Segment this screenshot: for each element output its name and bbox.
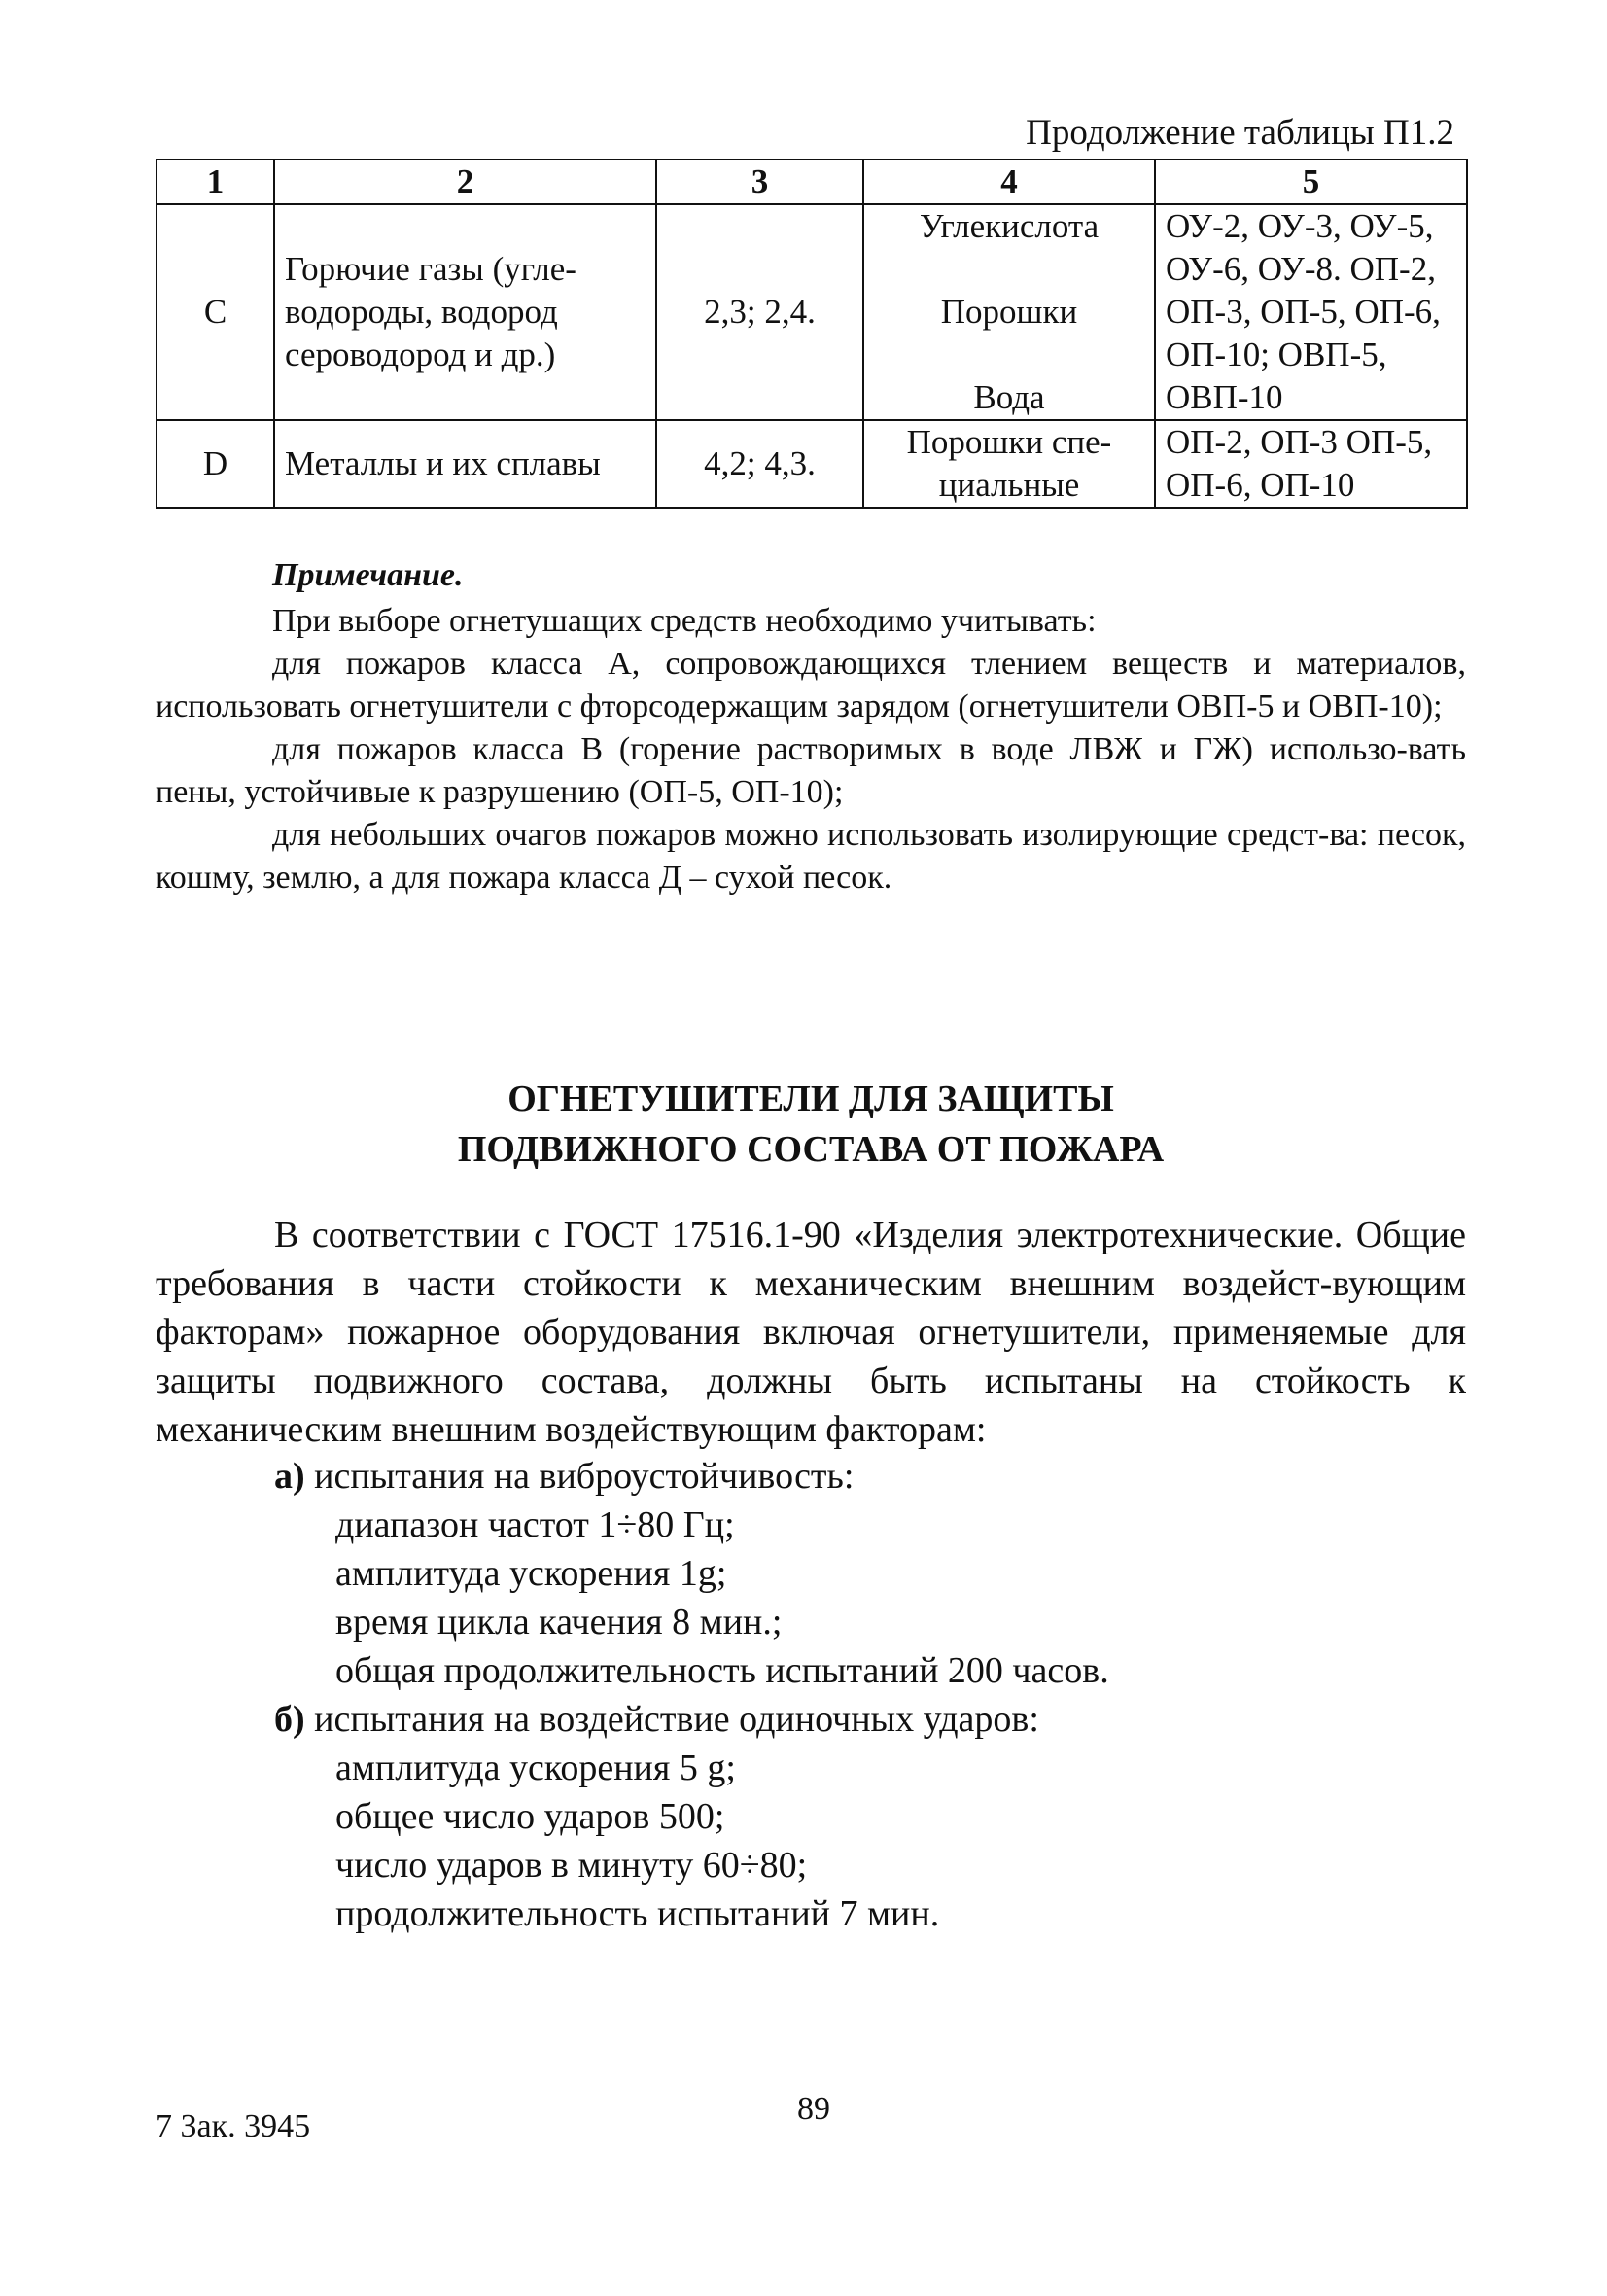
note-paragraph: для небольших очагов пожаров можно использовать изолирующие средст-ва: песок, кошму, землю, а для пожара класса Д – сухой песок. <box>156 817 1466 896</box>
list-label: а) <box>274 1456 305 1497</box>
vibration-test-list <box>274 1452 1109 1695</box>
list-title: испытания на виброустойчивость: <box>314 1456 855 1497</box>
list-item: продолжительность испытаний 7 мин. <box>335 1893 940 1934</box>
fire-class-cell: D <box>157 420 274 508</box>
agents-cell: Порошки спе-циальные <box>863 420 1155 508</box>
section-intro <box>156 1211 1466 1454</box>
table-header-row <box>157 159 1467 204</box>
list-label: б) <box>274 1699 305 1740</box>
fire-class-cell: C <box>157 204 274 420</box>
list-item: число ударов в минуту 60÷80; <box>335 1845 808 1886</box>
code-cell: 2,3; 2,4. <box>656 204 863 420</box>
material-cell: Металлы и их сплавы <box>274 420 656 508</box>
extinguishers-cell: ОУ-2, ОУ-3, ОУ-5, ОУ-6, ОУ-8. ОП-2, ОП-3, ОП-5, ОП-6, ОП-10; ОВП-5, ОВП-10 <box>1155 204 1467 420</box>
fire-class-table <box>156 159 1468 509</box>
agents-cell <box>863 204 1155 420</box>
order-code: 7 Зак. 3945 <box>156 2108 311 2144</box>
list-heading <box>274 1695 1039 1744</box>
list-item: время цикла качения 8 мин.; <box>335 1602 783 1643</box>
note-paragraph: При выборе огнетушащих средств необходимо учитывать: <box>272 603 1097 639</box>
list-item: общее число ударов 500; <box>335 1796 725 1837</box>
table-row <box>157 420 1467 508</box>
table-header-cell: 4 <box>863 159 1155 204</box>
note-paragraph: для пожаров класса А, сопровождающихся тлением веществ и материалов, использовать огнетушители с фторсодержащим зарядом (огнетушители ОВП-5 и ОВП-10); <box>156 646 1466 724</box>
list-heading <box>274 1452 1109 1501</box>
table-row <box>157 204 1467 420</box>
intro-paragraph: В соответствии с ГОСТ 17516.1-90 «Изделия электротехнические. Общие требования в части стойкости к механическим внешним воздейст-вующим факторам» пожарное оборудования включая огнетушители, применяемые для защиты подвижного состава, должны быть испытаны на стойкость к механическим внешним воздействующим факторам: <box>156 1215 1466 1450</box>
list-item: общая продолжительность испытаний 200 часов. <box>335 1650 1109 1691</box>
note-body <box>156 600 1466 900</box>
extinguishers-cell: ОП-2, ОП-3 ОП-5, ОП-6, ОП-10 <box>1155 420 1467 508</box>
list-item: амплитуда ускорения 5 g; <box>335 1748 736 1788</box>
code-cell: 4,2; 4,3. <box>656 420 863 508</box>
agent-item: Вода <box>973 378 1045 416</box>
list-item: амплитуда ускорения 1g; <box>335 1553 727 1594</box>
note-title: Примечание. <box>272 557 464 593</box>
page-number: 89 <box>797 2091 830 2127</box>
list-title: испытания на воздействие одиночных ударов: <box>314 1699 1039 1740</box>
material-cell: Горючие газы (угле-водороды, водород сероводород и др.) <box>274 204 656 420</box>
table-header-cell: 5 <box>1155 159 1467 204</box>
agent-item: Порошки <box>940 293 1078 331</box>
table-header-cell: 3 <box>656 159 863 204</box>
table-header-cell: 1 <box>157 159 274 204</box>
section-heading-line: ОГНЕТУШИТЕЛИ ДЛЯ ЗАЩИТЫ <box>507 1078 1114 1119</box>
note-paragraph: для пожаров класса В (горение растворимых в воде ЛВЖ и ГЖ) использо-вать пены, устойчивые к разрушению (ОП-5, ОП-10); <box>156 731 1466 810</box>
section-heading <box>156 1074 1466 1175</box>
list-item: диапазон частот 1÷80 Гц; <box>335 1504 735 1545</box>
agent-item: Углекислота <box>919 207 1100 245</box>
table-header-cell: 2 <box>274 159 656 204</box>
table-caption: Продолжение таблицы П1.2 <box>1026 113 1454 153</box>
section-heading-line: ПОДВИЖНОГО СОСТАВА ОТ ПОЖАРА <box>457 1129 1165 1170</box>
shock-test-list <box>274 1695 1039 1938</box>
